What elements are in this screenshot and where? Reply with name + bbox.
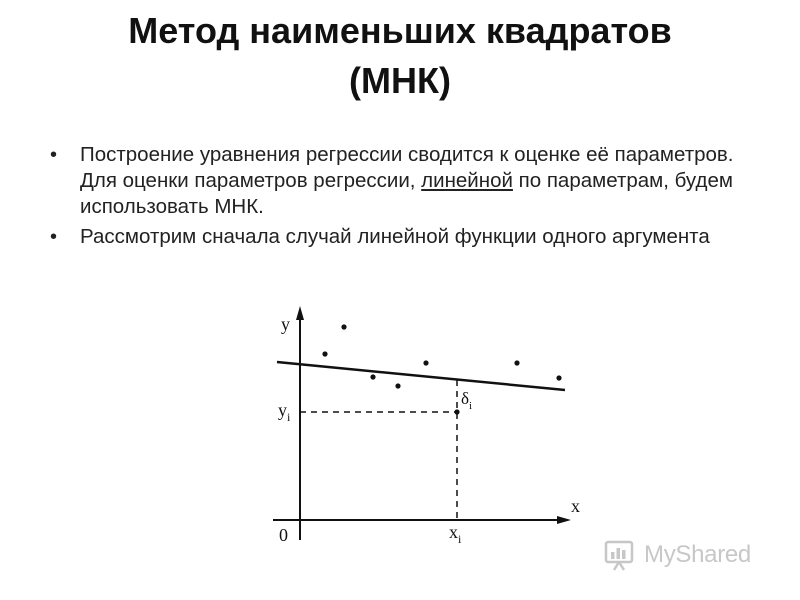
origin-label: 0 (279, 525, 288, 545)
data-point (514, 360, 519, 365)
xi-label: $x_i$ (449, 522, 462, 546)
bullet-item-2 (50, 224, 770, 250)
yi-label: $y_i$ (278, 400, 291, 424)
regression-line (277, 362, 565, 390)
delta-label: $\delta_i$ (461, 389, 473, 412)
bullet-item-1 (50, 142, 770, 220)
myshared-logo-icon (604, 538, 638, 572)
data-point (341, 324, 346, 329)
title-line-1: Метод наименьших квадратов (128, 10, 672, 51)
slide-title (0, 6, 800, 106)
bullet-1-underlined-word: линейной (421, 169, 513, 192)
regression-diagram (265, 300, 595, 550)
watermark-text: MyShared (644, 541, 751, 568)
title-line-2: (МНК) (349, 60, 451, 101)
y-axis-label: y (281, 314, 290, 334)
data-point (322, 351, 327, 356)
x-axis-label: x (571, 496, 580, 516)
data-point (556, 375, 561, 380)
data-point (395, 383, 400, 388)
data-point-i (454, 409, 459, 414)
bullet-icon: • (50, 226, 58, 248)
bullet-1-text-b: по параметрам, будем использовать МНК. (80, 169, 733, 218)
watermark (604, 535, 751, 575)
bullet-2-text: Рассмотрим сначала случай линейной функции одного аргумента (80, 225, 710, 248)
y-axis-arrow-icon (296, 306, 304, 320)
data-point (370, 374, 375, 379)
bullet-list (50, 142, 770, 254)
data-point (423, 360, 428, 365)
bullet-1-text-a: Построение уравнения регрессии сводится к оценке её параметров. Для оценки параметров регрессии, (80, 143, 734, 192)
bullet-icon: • (50, 144, 58, 166)
x-axis-arrow-icon (557, 516, 571, 524)
